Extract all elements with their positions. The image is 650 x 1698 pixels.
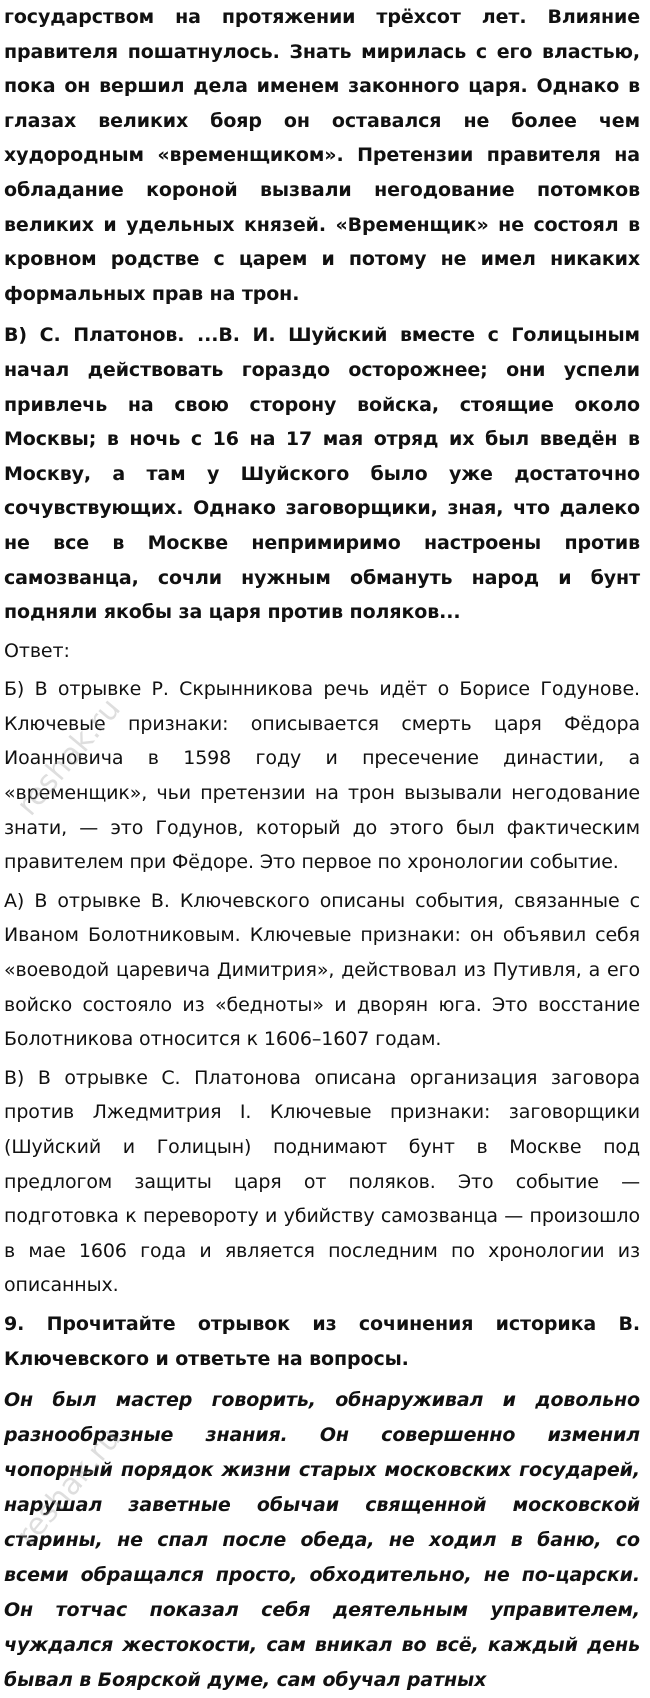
watermark-logo-bottom: reshak.ru <box>10 1421 128 1553</box>
watermark-logo: reshak.ru <box>10 691 128 823</box>
klyuchevsky-excerpt: Он был мастер говорить, обнаруживал и довольно разнообразные знания. Он совершенно изменил чопорный порядок жизни старых московских государей, нарушал заветные обычаи священной московской старины, не спал после обеда, не ходил в баню, со всеми обращался просто, обходительно, не по-царски. Он тотчас показал себя деятельным управителем, чуждался жестокости, сам вникал во всё, каждый день бывал в Боярской думе, сам обучал ратных <box>4 1389 640 1692</box>
paragraph-skrynnikov-continuation: государством на протяжении трёхсот лет. Влияние правителя пошатнулось. Знать мирилась с его властью, пока он вершил дела именем законного царя. Однако в глазах великих бояр он оставался не более чем худородным «временщиком». Претензии правителя на обладание короной вызвали негодование потомков великих и удельных князей. «Временщик» не состоял в кровном родстве с царем и потому не имел никаких формальных прав на трон. <box>4 6 640 305</box>
document-page <box>4 0 640 1698</box>
paragraph-platonov-excerpt: В) С. Платонов. ...В. И. Шуйский вместе с Голицыным начал действовать гораздо осторожнее; они успели привлечь на свою сторону войска, стоящие около Москвы; в ночь с 16 на 17 мая отряд их был введён в Москву, а там у Шуйского было уже достаточно сочувствующих. Однако заговорщики, зная, что далеко не все в Москве непримиримо настроены против самозванца, сочли нужным обмануть народ и бунт подняли якобы за царя против поляков... <box>4 324 640 624</box>
question-9-heading: 9. Прочитайте отрывок из сочинения историка В. Ключевского и ответьте на вопросы. <box>4 1312 640 1370</box>
answer-label: Ответ: <box>4 639 70 662</box>
answer-paragraph-b: Б) В отрывке Р. Скрынникова речь идёт о Борисе Годунове. Ключевые признаки: описывается смерть царя Фёдора Иоанновича в 1598 году и пресечение династии, а «временщик», чьи претензии на трон вызывали негодование знати, — это Годунов, который до этого был фактическим правителем при Фёдоре. Это первое по хронологии событие. <box>4 678 640 874</box>
answer-paragraph-v: В) В отрывке С. Платонова описана организация заговора против Лжедмитрия I. Ключевые признаки: заговорщики (Шуйский и Голицын) поднимают бунт в Москве под предлогом защиты царя от поляков. Это событие — подготовка к перевороту и убийству самозванца — произошло в мае 1606 года и является последним по хронологии из описанных. <box>4 1066 640 1297</box>
answer-paragraph-a: А) В отрывке В. Ключевского описаны события, связанные с Иваном Болотниковым. Ключевые признаки: он объявил себя «воеводой царевича Димитрия», действовал из Путивля, а его войско состояло из «бедноты» и дворян юга. Это восстание Болотникова относится к 1606–1607 годам. <box>4 889 640 1051</box>
